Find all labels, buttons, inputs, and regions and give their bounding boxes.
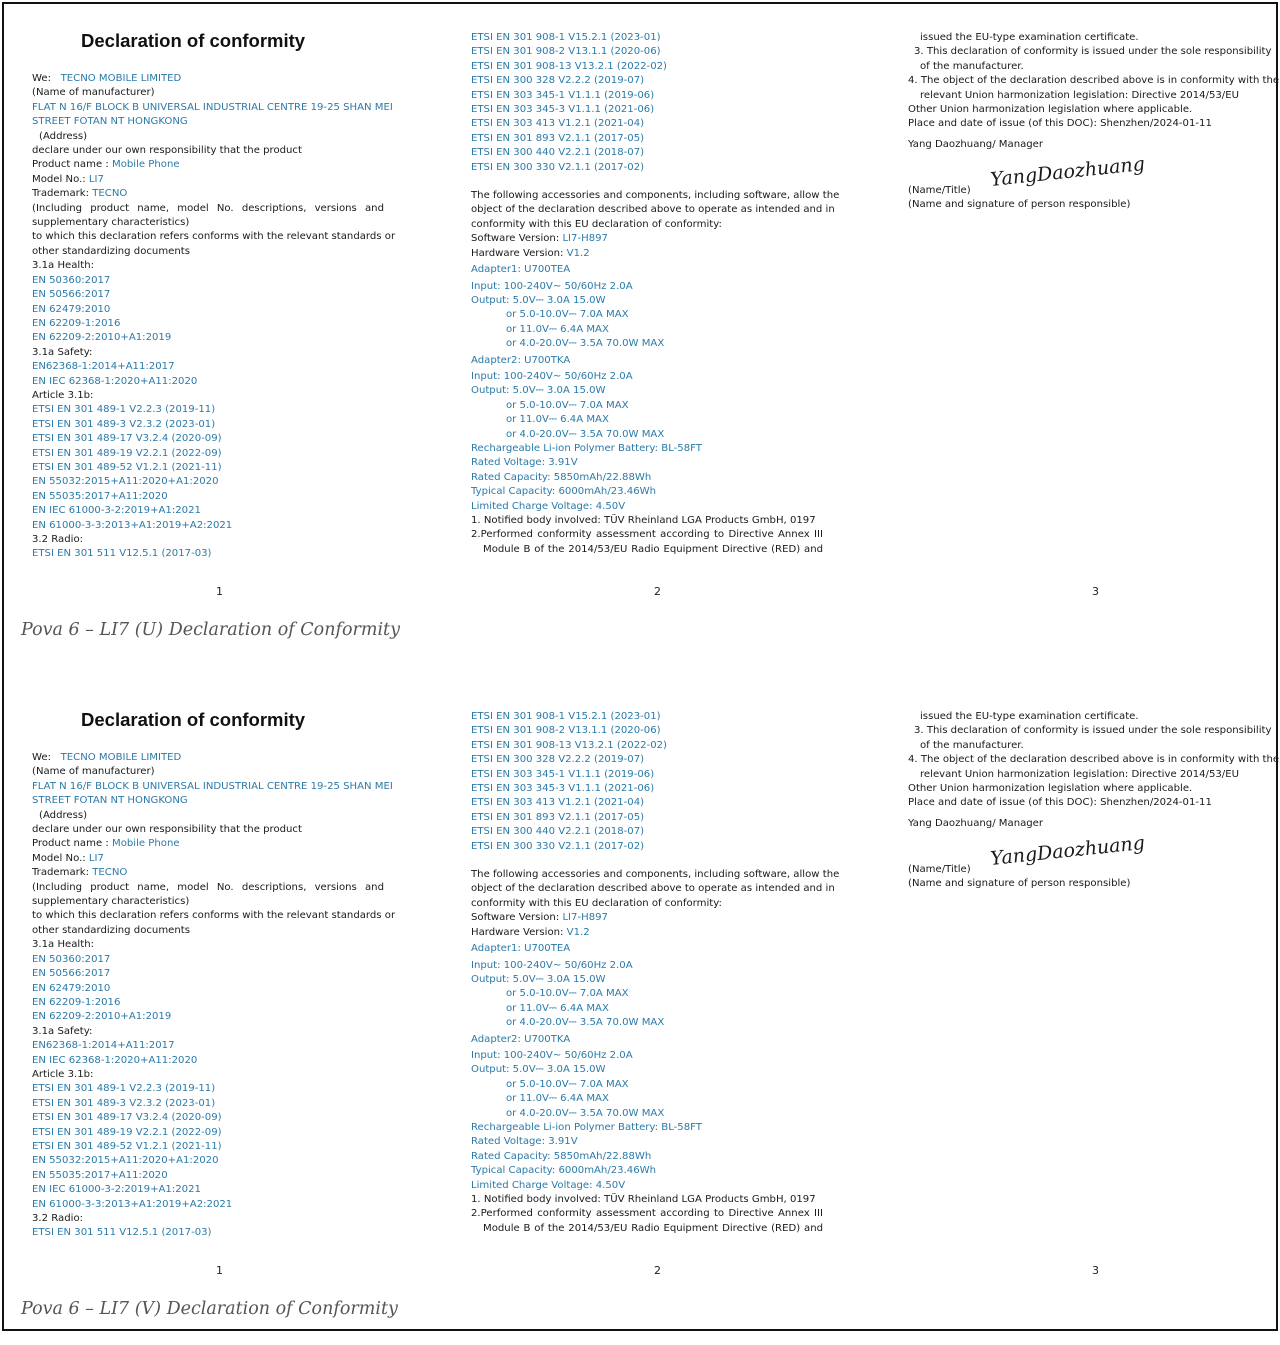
address-line-2: STREET FOTAN NT HONGKONG — [32, 795, 188, 807]
item-4-line-2: relevant Union harmonization legislation: Directive 2014/53/EU — [920, 768, 1239, 780]
including-text-2: supplementary characteristics) — [32, 217, 190, 229]
page-number-1: 1 — [216, 1264, 223, 1277]
standard-item: EN IEC 62368-1:2020+A11:2020 — [32, 375, 198, 387]
trademark-line: Trademark: TECNO — [32, 188, 128, 200]
software-version-line: Software Version: LI7-H897 — [471, 233, 608, 245]
health-heading: 3.1a Health: — [32, 260, 94, 272]
standard-item: EN 55032:2015+A11:2020+A1:2020 — [32, 476, 219, 488]
page-number-2: 2 — [654, 1264, 661, 1277]
standard-item: ETSI EN 301 893 V2.1.1 (2017-05) — [471, 132, 645, 144]
hardware-version-value: V1.2 — [566, 247, 590, 259]
standard-item: ETSI EN 301 489-19 V2.2.1 (2022-09) — [32, 1126, 222, 1138]
page-1-column — [32, 751, 396, 1241]
standard-item: EN 62209-2:2010+A1:2019 — [32, 1011, 172, 1023]
adapter2-option-2: or 11.0V⎓ 6.4A MAX — [506, 414, 609, 426]
accessories-text-2: object of the declaration described above to operate as intended and in — [471, 883, 835, 895]
adapter1-option-2: or 11.0V⎓ 6.4A MAX — [506, 1002, 609, 1014]
standard-item: EN IEC 62368-1:2020+A11:2020 — [32, 1054, 198, 1066]
rated-voltage-line: Rated Voltage: 3.91V — [471, 1136, 578, 1148]
manufacturer-name: TECNO MOBILE LIMITED — [60, 752, 182, 763]
standard-item: EN62368-1:2014+A11:2017 — [32, 361, 175, 373]
health-standards-list — [32, 953, 384, 1025]
safety-heading: 3.1a Safety: — [32, 346, 93, 358]
signature-area — [908, 832, 1263, 890]
standard-item: EN 55035:2017+A11:2020 — [32, 1169, 168, 1181]
article-heading: Article 3.1b: — [32, 389, 94, 401]
standard-item: EN 62209-1:2016 — [32, 317, 121, 329]
page-2-column — [471, 31, 840, 557]
item-3-line-1: 3. This declaration of conformity is issued under the sole responsibility — [914, 725, 1272, 737]
radio-standards-list — [32, 547, 384, 561]
safety-heading: 3.1a Safety: — [32, 1025, 93, 1037]
standard-item: EN 55035:2017+A11:2020 — [32, 490, 168, 502]
software-version-value: LI7-H897 — [562, 912, 608, 924]
adapter2-option-3: or 4.0-20.0V⎓ 3.5A 70.0W MAX — [506, 1107, 665, 1119]
place-date-line: Place and date of issue (of this DOC): Shenzhen/2024-01-11 — [908, 797, 1212, 809]
radio-heading: 3.2 Radio: — [32, 1213, 84, 1224]
radio-standards-list — [32, 1226, 384, 1240]
address-line-2: STREET FOTAN NT HONGKONG — [32, 116, 188, 128]
item-4-line-1: 4. The object of the declaration described above is in conformity with the — [908, 754, 1280, 766]
accessories-text-1: The following accessories and components, including software, allow the — [471, 869, 840, 881]
safety-standards-list — [32, 360, 384, 389]
software-version-value: LI7-H897 — [562, 233, 608, 245]
name-signature-label: (Name and signature of person responsible) — [908, 878, 1131, 890]
standard-item: ETSI EN 301 511 V12.5.1 (2017-03) — [32, 1227, 212, 1239]
name-title-label: (Name/Title) — [908, 864, 971, 876]
standard-item: EN 62209-1:2016 — [32, 996, 121, 1008]
page-number-1: 1 — [216, 585, 223, 598]
document-title: Declaration of conformity — [81, 709, 306, 730]
item-4-line-2: relevant Union harmonization legislation: Directive 2014/53/EU — [920, 89, 1239, 101]
product-name-line: Product name : Mobile Phone — [32, 159, 180, 171]
standard-item: ETSI EN 301 489-1 V2.2.3 (2019-11) — [32, 1083, 216, 1095]
product-name-value: Mobile Phone — [111, 838, 180, 850]
declare-text: declare under our own responsibility that the product — [32, 824, 302, 836]
other-legislation-line: Other Union harmonization legislation where applicable. — [908, 783, 1193, 795]
standard-item: ETSI EN 303 345-1 V1.1.1 (2019-06) — [471, 89, 655, 101]
hardware-version-value: V1.2 — [566, 926, 590, 938]
performed-assessment-2: Module B of the 2014/53/EU Radio Equipment Directive (RED) and — [483, 1222, 823, 1234]
page-3-column — [908, 710, 1280, 890]
adapter1-output: Output: 5.0V⎓ 3.0A 15.0W — [471, 973, 606, 985]
adapter2-option-2: or 11.0V⎓ 6.4A MAX — [506, 1093, 609, 1105]
standard-item: ETSI EN 301 908-13 V13.2.1 (2022-02) — [471, 739, 667, 751]
standard-item: ETSI EN 303 345-3 V1.1.1 (2021-06) — [471, 104, 655, 116]
notified-body-line: 1. Notified body involved: TÜV Rheinland LGA Products GmbH, 0197 — [471, 515, 816, 526]
signature-area — [908, 153, 1263, 211]
standard-item: EN 61000-3-3:2013+A1:2019+A2:2021 — [32, 519, 233, 531]
block-caption: Pova 6 – LI7 (V) Declaration of Conformity — [21, 1299, 398, 1319]
adapter2-output: Output: 5.0V⎓ 3.0A 15.0W — [471, 385, 606, 397]
adapter1-option-3: or 4.0-20.0V⎓ 3.5A 70.0W MAX — [506, 338, 665, 350]
page-3-column — [908, 31, 1280, 211]
standard-item: ETSI EN 301 489-3 V2.3.2 (2023-01) — [32, 1097, 216, 1109]
adapter2-input: Input: 100-240V~ 50/60Hz 2.0A — [471, 1049, 633, 1061]
name-signature-label: (Name and signature of person responsible) — [908, 199, 1131, 211]
standard-item: EN IEC 61000-3-2:2019+A1:2021 — [32, 1184, 201, 1196]
page-2-column — [471, 710, 840, 1236]
address-hint: (Address) — [39, 130, 88, 142]
issued-certificate-line: issued the EU-type examination certificate. — [920, 711, 1139, 722]
block-caption: Pova 6 – LI7 (U) Declaration of Conformity — [21, 620, 400, 640]
standard-item: EN62368-1:2014+A11:2017 — [32, 1040, 175, 1052]
article-standards-list — [32, 403, 384, 533]
adapter2-input: Input: 100-240V~ 50/60Hz 2.0A — [471, 370, 633, 382]
including-text-1: (Including product name, model No. descriptions, versions and — [32, 202, 384, 214]
standard-item: ETSI EN 303 413 V1.2.1 (2021-04) — [471, 797, 645, 809]
rated-capacity-line: Rated Capacity: 5850mAh/22.88Wh — [471, 471, 652, 483]
article-standards-list — [32, 1082, 384, 1212]
item-3-line-1: 3. This declaration of conformity is issued under the sole responsibility — [914, 46, 1272, 58]
declaration-block-v — [0, 679, 1280, 1345]
typical-capacity-line: Typical Capacity: 6000mAh/23.46Wh — [471, 1165, 657, 1177]
rated-capacity-line: Rated Capacity: 5850mAh/22.88Wh — [471, 1150, 652, 1162]
conforms-text-1: to which this declaration refers conforms with the relevant standards or — [32, 910, 396, 922]
other-legislation-line: Other Union harmonization legislation where applicable. — [908, 104, 1193, 116]
standard-item: ETSI EN 300 330 V2.1.1 (2017-02) — [471, 840, 645, 852]
model-line: Model No.: LI7 — [32, 852, 104, 864]
standard-item: ETSI EN 301 908-2 V13.1.1 (2020-06) — [471, 725, 661, 737]
standard-item: ETSI EN 301 489-52 V1.2.1 (2021-11) — [32, 1140, 222, 1152]
conforms-text-1: to which this declaration refers conforms with the relevant standards or — [32, 231, 396, 243]
standard-item: ETSI EN 301 908-2 V13.1.1 (2020-06) — [471, 46, 661, 58]
manufacturer-line: We: TECNO MOBILE LIMITED — [32, 73, 182, 84]
hardware-version-line: Hardware Version: V1.2 — [471, 926, 590, 938]
manufacturer-hint: (Name of manufacturer) — [32, 766, 155, 778]
standard-item: ETSI EN 301 489-52 V1.2.1 (2021-11) — [32, 461, 222, 473]
standard-item: ETSI EN 301 489-19 V2.2.1 (2022-09) — [32, 447, 222, 459]
page-1-column — [32, 72, 396, 562]
issued-certificate-line: issued the EU-type examination certificate. — [920, 32, 1139, 43]
model-value: LI7 — [88, 173, 104, 185]
adapter1-input: Input: 100-240V~ 50/60Hz 2.0A — [471, 959, 633, 971]
charge-voltage-line: Limited Charge Voltage: 4.50V — [471, 1179, 626, 1191]
handwritten-signature — [988, 152, 1146, 192]
accessories-text-3: conformity with this EU declaration of conformity: — [471, 218, 722, 230]
standard-item: ETSI EN 303 345-1 V1.1.1 (2019-06) — [471, 768, 655, 780]
battery-line: Rechargeable Li-ion Polymer Battery: BL-58FT — [471, 442, 702, 454]
adapter2-option-1: or 5.0-10.0V⎓ 7.0A MAX — [506, 1078, 629, 1090]
performed-assessment-1: 2.Performed conformity assessment according to Directive Annex III — [471, 529, 823, 541]
adapter1-input: Input: 100-240V~ 50/60Hz 2.0A — [471, 280, 633, 292]
product-name-value: Mobile Phone — [111, 159, 180, 171]
adapter1-output: Output: 5.0V⎓ 3.0A 15.0W — [471, 294, 606, 306]
manufacturer-line: We: TECNO MOBILE LIMITED — [32, 752, 182, 763]
adapter2-option-3: or 4.0-20.0V⎓ 3.5A 70.0W MAX — [506, 428, 665, 440]
place-date-line: Place and date of issue (of this DOC): Shenzhen/2024-01-11 — [908, 118, 1212, 130]
svg-text:YangDaozhuang: YangDaozhuang — [989, 832, 1146, 871]
adapter1-heading: Adapter1: U700TEA — [471, 943, 571, 955]
adapter2-output: Output: 5.0V⎓ 3.0A 15.0W — [471, 1064, 606, 1076]
name-title-label: (Name/Title) — [908, 185, 971, 197]
item-4-line-1: 4. The object of the declaration described above is in conformity with the — [908, 75, 1280, 87]
typical-capacity-line: Typical Capacity: 6000mAh/23.46Wh — [471, 486, 657, 498]
standard-item: ETSI EN 301 908-13 V13.2.1 (2022-02) — [471, 60, 667, 72]
document-title: Declaration of conformity — [81, 30, 306, 51]
including-text-1: (Including product name, model No. descriptions, versions and — [32, 881, 384, 893]
standard-item: ETSI EN 301 489-17 V3.2.4 (2020-09) — [32, 433, 222, 445]
trademark-value: TECNO — [92, 867, 128, 879]
standard-item: ETSI EN 301 908-1 V15.2.1 (2023-01) — [471, 711, 661, 722]
item-3-line-2: of the manufacturer. — [920, 739, 1024, 751]
manufacturer-hint: (Name of manufacturer) — [32, 87, 155, 99]
standard-item: EN 62209-2:2010+A1:2019 — [32, 332, 172, 344]
safety-standards-list — [32, 1039, 384, 1068]
adapter1-heading: Adapter1: U700TEA — [471, 264, 571, 276]
trademark-line: Trademark: TECNO — [32, 867, 128, 879]
standard-item: ETSI EN 300 328 V2.2.2 (2019-07) — [471, 754, 645, 766]
signer-name: Yang Daozhuang/ Manager — [908, 138, 1044, 150]
standard-item: ETSI EN 300 328 V2.2.2 (2019-07) — [471, 75, 645, 87]
address-line-1: FLAT N 16/F BLOCK B UNIVERSAL INDUSTRIAL CENTRE 19-25 SHAN MEI — [32, 101, 393, 113]
adapter2-heading: Adapter2: U700TKA — [471, 354, 571, 366]
standard-item: EN 62479:2010 — [32, 982, 111, 994]
model-line: Model No.: LI7 — [32, 173, 104, 185]
adapter1-option-1: or 5.0-10.0V⎓ 7.0A MAX — [506, 988, 629, 1000]
standard-item: ETSI EN 300 440 V2.2.1 (2018-07) — [471, 147, 645, 159]
adapter1-option-1: or 5.0-10.0V⎓ 7.0A MAX — [506, 309, 629, 321]
signer-name: Yang Daozhuang/ Manager — [908, 817, 1044, 829]
charge-voltage-line: Limited Charge Voltage: 4.50V — [471, 500, 626, 512]
standard-item: ETSI EN 300 330 V2.1.1 (2017-02) — [471, 161, 645, 173]
article-heading: Article 3.1b: — [32, 1068, 94, 1080]
standard-item: EN IEC 61000-3-2:2019+A1:2021 — [32, 505, 201, 517]
svg-text:YangDaozhuang: YangDaozhuang — [989, 153, 1146, 192]
notified-body-line: 1. Notified body involved: TÜV Rheinland LGA Products GmbH, 0197 — [471, 1194, 816, 1205]
standard-item: ETSI EN 301 489-3 V2.3.2 (2023-01) — [32, 418, 216, 430]
hardware-version-line: Hardware Version: V1.2 — [471, 247, 590, 259]
standard-item: ETSI EN 303 413 V1.2.1 (2021-04) — [471, 118, 645, 130]
declaration-block-u — [0, 0, 1280, 666]
standard-item: EN 55032:2015+A11:2020+A1:2020 — [32, 1155, 219, 1167]
software-version-line: Software Version: LI7-H897 — [471, 912, 608, 924]
page-number-3: 3 — [1092, 1264, 1099, 1277]
trademark-value: TECNO — [92, 188, 128, 200]
standard-item: EN 61000-3-3:2013+A1:2019+A2:2021 — [32, 1198, 233, 1210]
battery-line: Rechargeable Li-ion Polymer Battery: BL-58FT — [471, 1121, 702, 1133]
rated-voltage-line: Rated Voltage: 3.91V — [471, 457, 578, 469]
adapter2-heading: Adapter2: U700TKA — [471, 1033, 571, 1045]
standard-item: EN 50566:2017 — [32, 289, 111, 301]
radio-standards-continued — [471, 31, 823, 175]
health-heading: 3.1a Health: — [32, 939, 94, 951]
standard-item: ETSI EN 301 893 V2.1.1 (2017-05) — [471, 811, 645, 823]
accessories-text-1: The following accessories and components, including software, allow the — [471, 190, 840, 202]
adapter1-option-3: or 4.0-20.0V⎓ 3.5A 70.0W MAX — [506, 1017, 665, 1029]
including-text-2: supplementary characteristics) — [32, 896, 190, 908]
accessories-text-3: conformity with this EU declaration of conformity: — [471, 897, 722, 909]
product-name-line: Product name : Mobile Phone — [32, 838, 180, 850]
adapter1-option-2: or 11.0V⎓ 6.4A MAX — [506, 323, 609, 335]
standard-item: ETSI EN 301 489-17 V3.2.4 (2020-09) — [32, 1112, 222, 1124]
radio-standards-continued — [471, 710, 823, 854]
standard-item: ETSI EN 300 440 V2.2.1 (2018-07) — [471, 826, 645, 838]
radio-heading: 3.2 Radio: — [32, 534, 84, 545]
standard-item: EN 50360:2017 — [32, 953, 111, 965]
standard-item: ETSI EN 301 489-1 V2.2.3 (2019-11) — [32, 404, 216, 416]
page-number-3: 3 — [1092, 585, 1099, 598]
standard-item: EN 62479:2010 — [32, 303, 111, 315]
accessories-text-2: object of the declaration described above to operate as intended and in — [471, 204, 835, 216]
standard-item: EN 50360:2017 — [32, 274, 111, 286]
item-3-line-2: of the manufacturer. — [920, 60, 1024, 72]
handwritten-signature — [988, 831, 1146, 871]
address-hint: (Address) — [39, 809, 88, 821]
address-line-1: FLAT N 16/F BLOCK B UNIVERSAL INDUSTRIAL CENTRE 19-25 SHAN MEI — [32, 780, 393, 792]
page-number-2: 2 — [654, 585, 661, 598]
manufacturer-name: TECNO MOBILE LIMITED — [60, 73, 182, 84]
standard-item: ETSI EN 301 511 V12.5.1 (2017-03) — [32, 548, 212, 560]
performed-assessment-2: Module B of the 2014/53/EU Radio Equipment Directive (RED) and — [483, 543, 823, 555]
standard-item: EN 50566:2017 — [32, 968, 111, 980]
conforms-text-2: other standardizing documents — [32, 924, 190, 936]
standard-item: ETSI EN 303 345-3 V1.1.1 (2021-06) — [471, 783, 655, 795]
declare-text: declare under our own responsibility that the product — [32, 145, 302, 157]
health-standards-list — [32, 274, 384, 346]
performed-assessment-1: 2.Performed conformity assessment according to Directive Annex III — [471, 1208, 823, 1220]
model-value: LI7 — [88, 852, 104, 864]
adapter2-option-1: or 5.0-10.0V⎓ 7.0A MAX — [506, 399, 629, 411]
standard-item: ETSI EN 301 908-1 V15.2.1 (2023-01) — [471, 32, 661, 43]
conforms-text-2: other standardizing documents — [32, 245, 190, 257]
